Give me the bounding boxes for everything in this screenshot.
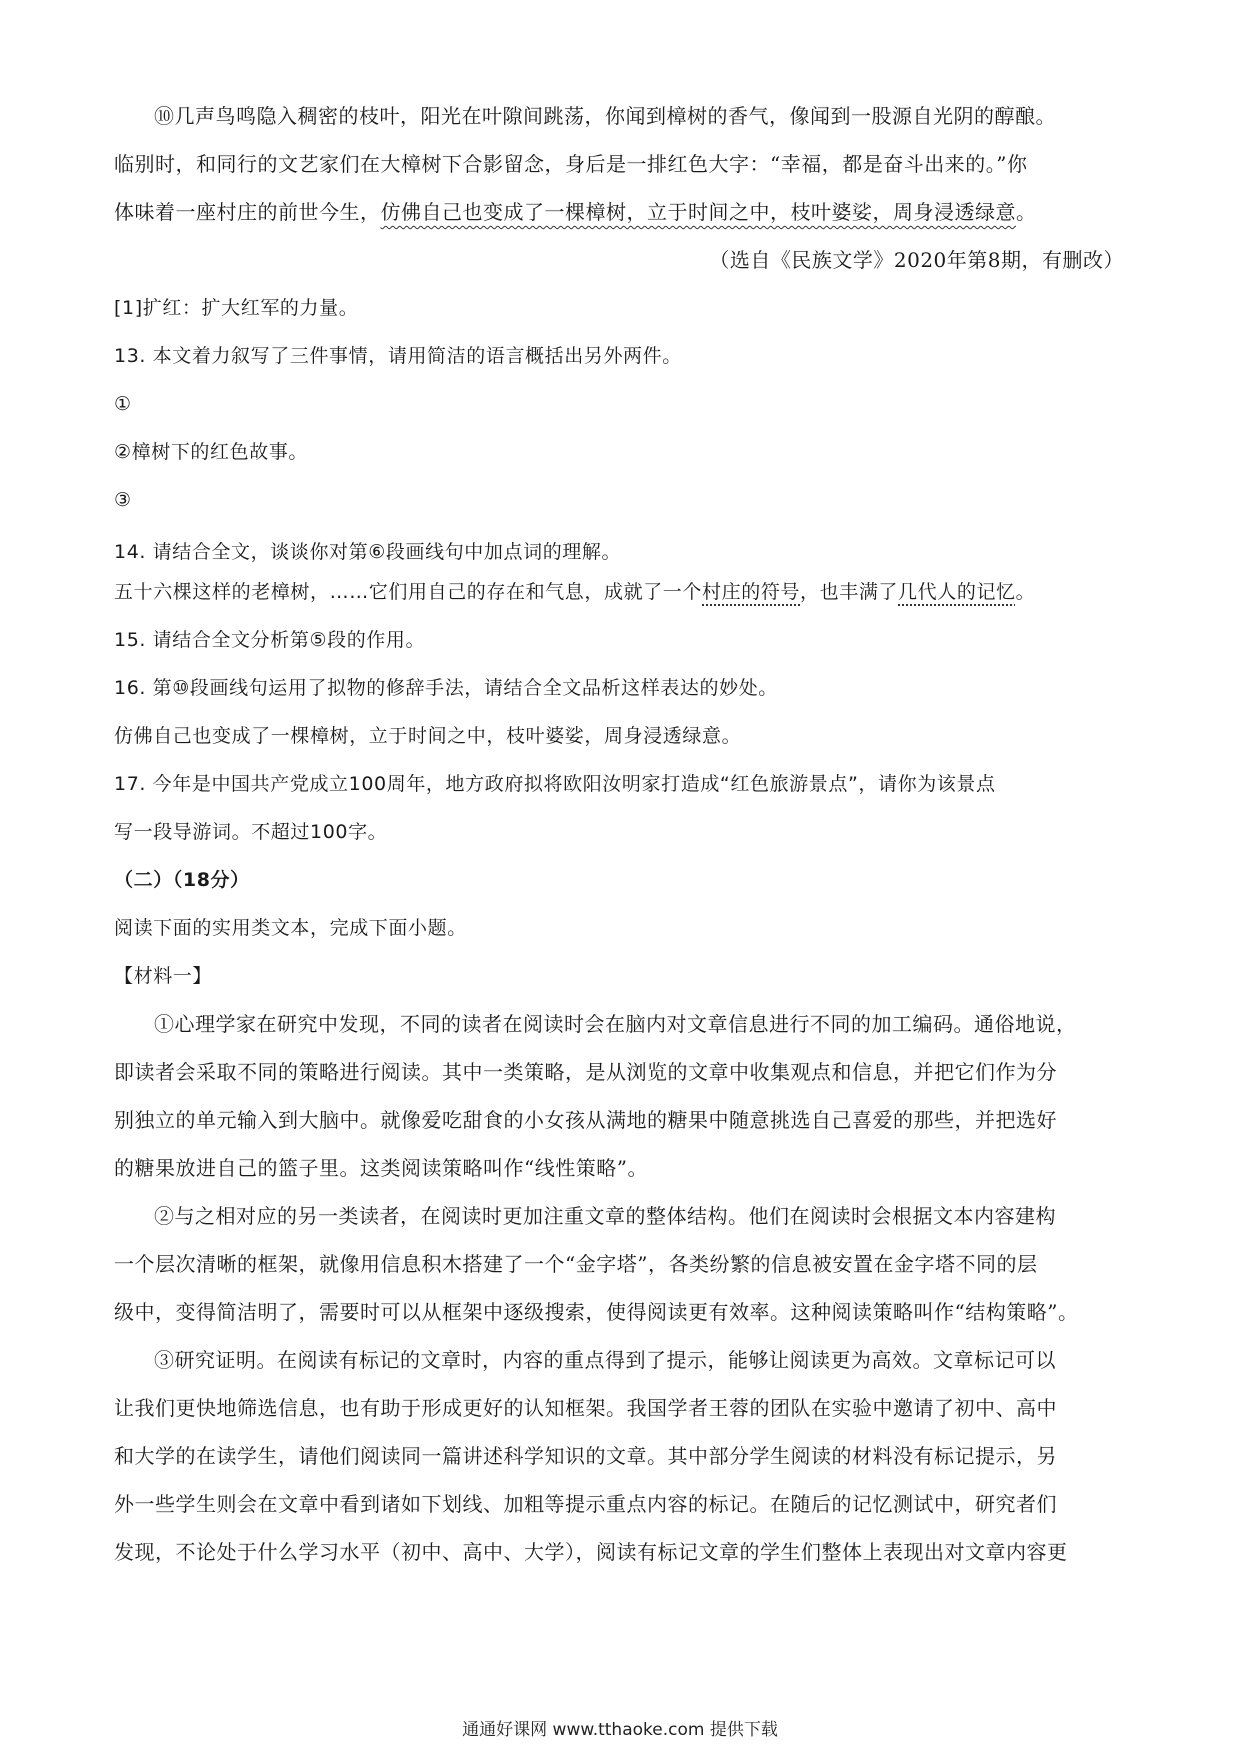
- quote-text-e: 。: [1015, 581, 1036, 603]
- material-1-p2-line-2: 一个层次清晰的框架，就像用信息积木搭建了一个“金字塔”，各类纷繁的信息被安置在金字塔不同的层: [114, 1252, 1038, 1276]
- material-1-p1-line-2: 即读者会采取不同的策略进行阅读。其中一类策略，是从浏览的文章中收集观点和信息，并把它们作为分: [114, 1060, 1057, 1084]
- source-citation: （选自《民族文学》2020年第8期，有删改）: [709, 248, 1124, 272]
- question-13: 13. 本文着力叙写了三件事情，请用简洁的语言概括出另外两件。: [114, 345, 682, 367]
- footnote: [1]扩红：扩大红军的力量。: [114, 297, 359, 319]
- material-1-p1-line-3: 别独立的单元输入到大脑中。就像爱吃甜食的小女孩从满地的糖果中随意挑选自己喜爱的那些，并把选好: [114, 1108, 1057, 1132]
- question-17-line-1: 17. 今年是中国共产党成立100周年，地方政府拟将欧阳汝明家打造成“红色旅游景点”，请你为该景点: [114, 773, 996, 795]
- material-1-p3-line-2: 让我们更快地筛选信息，也有助于形成更好的认知框架。我国学者王蓉的团队在实验中邀请了初中、高中: [114, 1396, 1057, 1420]
- quote-text-a: 五十六棵这样的老樟树，……它们用自己的存在和气息，成就了一个: [114, 581, 703, 603]
- paragraph-10-end: 。: [1016, 200, 1037, 224]
- material-1-p3-line-5: 发现，不论处于什么学习水平（初中、高中、大学），阅读有标记文章的学生们整体上表现出对文章内容更: [114, 1540, 1068, 1564]
- material-1-p1-line-1: ①心理学家在研究中发现，不同的读者在阅读时会在脑内对文章信息进行不同的加工编码。通俗地说，: [154, 1012, 1077, 1036]
- paragraph-10-line-3: [114, 188, 1128, 236]
- section-2-instruction: 阅读下面的实用类文本，完成下面小题。: [114, 917, 467, 939]
- question-16: 16. 第⑩段画线句运用了拟物的修辞手法，请结合全文品析这样表达的妙处。: [114, 677, 778, 699]
- paragraph-10-line-1: ⑩几声鸟鸣隐入稠密的枝叶，阳光在叶隙间跳荡，你闻到樟树的香气，像闻到一股源自光阴的醇酿。: [154, 104, 1056, 128]
- question-14: 14. 请结合全文，谈谈你对第⑥段画线句中加点词的理解。: [114, 541, 622, 563]
- question-17-line-2: 写一段导游词。不超过100字。: [114, 821, 388, 843]
- material-1-p3-line-4: 外一些学生则会在文章中看到诸如下划线、加粗等提示重点内容的标记。在随后的记忆测试中，研究者们: [114, 1492, 1057, 1516]
- material-1-label: 【材料一】: [114, 965, 213, 987]
- question-16-quote: 仿佛自己也变成了一棵樟树，立于时间之中，枝叶婆娑，周身浸透绿意。: [114, 725, 742, 747]
- material-1-p3-line-1: ③研究证明。在阅读有标记的文章时，内容的重点得到了提示，能够让阅读更为高效。文章标记可以: [154, 1348, 1056, 1372]
- answer-13-item-3: ③: [114, 489, 132, 511]
- paragraph-10-line-2: 临别时，和同行的文艺家们在大樟树下合影留念，身后是一排红色大字：“幸福，都是奋斗出来的。”你: [114, 152, 1028, 176]
- material-1-p3-line-3: 和大学的在读学生，请他们阅读同一篇讲述科学知识的文章。其中部分学生阅读的材料没有标记提示，另: [114, 1444, 1057, 1468]
- material-1-p2-line-1: ②与之相对应的另一类读者，在阅读时更加注重文章的整体结构。他们在阅读时会根据文本内容建构: [154, 1204, 1056, 1228]
- page-footer: 通通好课网 www.tthaoke.com 提供下载: [462, 1720, 778, 1740]
- answer-13-item-2: ②樟树下的红色故事。: [114, 441, 309, 463]
- material-1-p1-line-4: 的糖果放进自己的篮子里。这类阅读策略叫作“线性策略”。: [114, 1156, 648, 1180]
- question-14-quote: [114, 572, 1128, 616]
- section-2-heading: （二）（18分）: [114, 869, 250, 891]
- underlined-sentence: 仿佛自己也变成了一棵樟树，立于时间之中，枝叶婆娑，周身浸透绿意: [380, 200, 1016, 224]
- dotted-word-1: 村庄的符号: [702, 581, 801, 603]
- quote-text-c: ，也丰满了: [800, 581, 899, 603]
- material-1-p2-line-3: 级中，变得简洁明了，需要时可以从框架中逐级搜索，使得阅读更有效率。这种阅读策略叫作“结构策略”。: [114, 1300, 1079, 1324]
- dotted-word-2: 几代人的记忆: [898, 581, 1016, 603]
- answer-13-item-1: ①: [114, 393, 132, 415]
- question-15: 15. 请结合全文分析第⑤段的作用。: [114, 629, 426, 651]
- paragraph-10-text: 体味着一座村庄的前世今生，: [114, 200, 381, 224]
